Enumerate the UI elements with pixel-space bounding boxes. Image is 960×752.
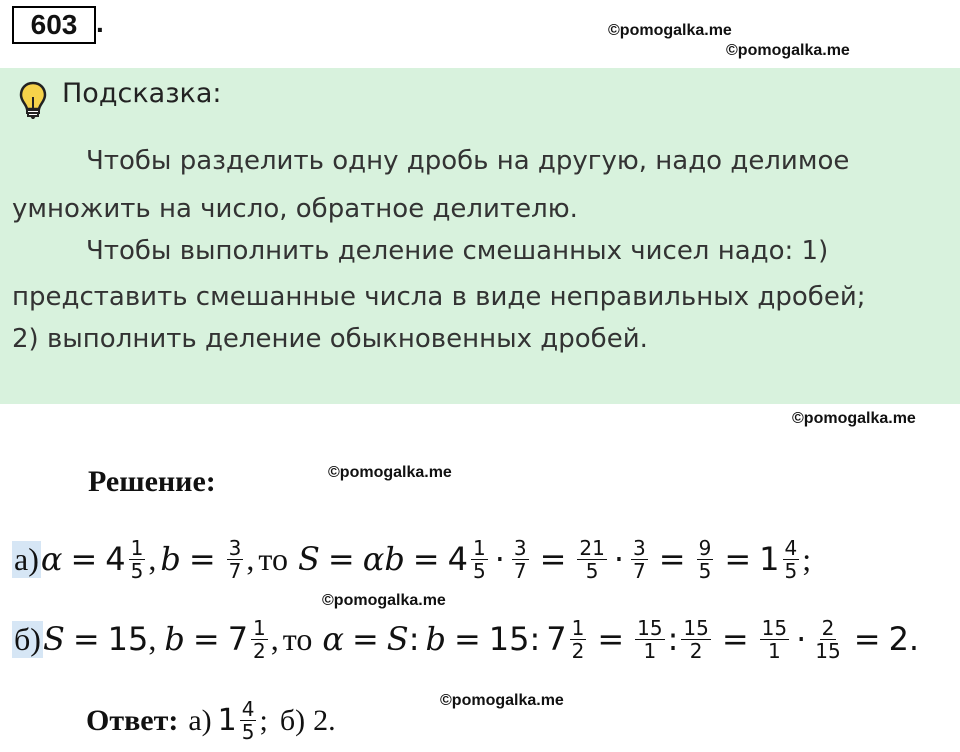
math-op: = <box>72 620 100 658</box>
fraction-denominator: 7 <box>228 558 242 583</box>
math-op: ; <box>802 540 812 577</box>
solution-line-a <box>12 526 811 592</box>
math-op: ; <box>259 703 268 737</box>
watermark: ©pomogalka.me <box>440 692 564 709</box>
fraction <box>240 698 257 743</box>
math-op: = <box>70 540 98 578</box>
math-result: 2. <box>888 620 920 658</box>
fraction-numerator: 3 <box>633 535 646 560</box>
math-word: то <box>282 620 313 657</box>
fraction-denominator: 1 <box>768 638 781 663</box>
fraction-denominator: 5 <box>784 558 798 583</box>
fraction <box>471 537 488 582</box>
math-op: = <box>327 540 355 578</box>
math-var: αb <box>362 540 405 578</box>
task-number: 603 <box>12 6 96 44</box>
fraction-numerator: 3 <box>513 535 527 560</box>
lightbulb-icon <box>18 80 48 125</box>
math-op: · <box>613 540 625 578</box>
math-op: = <box>412 540 440 578</box>
fraction-numerator: 2 <box>821 615 835 640</box>
fraction-numerator: 15 <box>683 615 709 640</box>
hint-title: Подсказка: <box>62 78 222 109</box>
answer-label: Ответ: <box>86 703 179 737</box>
math-op: = <box>188 540 216 578</box>
fraction <box>251 617 268 662</box>
math-op: , <box>148 540 157 577</box>
math-var: S <box>297 540 320 578</box>
fraction <box>813 617 842 662</box>
math-number: 7 <box>546 620 567 658</box>
math-var: b <box>164 620 185 658</box>
fraction-denominator: 15 <box>815 638 841 663</box>
math-op: · <box>796 620 807 658</box>
math-var: b <box>160 540 181 578</box>
math-op: : <box>408 620 420 658</box>
math-op: , <box>270 620 279 657</box>
math-op: = <box>453 620 481 658</box>
math-var: S <box>42 620 65 658</box>
math-op: · <box>494 540 505 578</box>
math-var: α <box>40 540 63 578</box>
hint-line: Чтобы выполнить деление смешанных чисел надо: 1) <box>86 236 829 266</box>
fraction <box>783 537 800 582</box>
math-op: = <box>539 540 567 578</box>
fraction-denominator: 2 <box>689 638 703 663</box>
math-word: то <box>258 540 288 577</box>
fraction-denominator: 2 <box>253 638 266 663</box>
fraction <box>577 537 606 582</box>
math-var: S <box>386 620 409 658</box>
solution-label: Решение: <box>88 465 216 498</box>
fraction-numerator: 1 <box>571 615 585 640</box>
fraction <box>129 537 146 582</box>
fraction-denominator: 7 <box>513 558 527 583</box>
watermark: ©pomogalka.me <box>792 410 916 427</box>
math-op: = <box>597 620 625 658</box>
fraction-denominator: 1 <box>643 638 657 663</box>
fraction-denominator: 5 <box>698 558 712 583</box>
fraction-numerator: 3 <box>228 535 242 560</box>
math-op: , <box>246 540 255 577</box>
hint-line: 2) выполнить деление обыкновенных дробей. <box>12 324 648 354</box>
math-number: 7 <box>227 620 249 658</box>
fraction-numerator: 1 <box>130 535 144 560</box>
answer-line <box>86 698 336 743</box>
hint-line: умножить на число, обратное делителю. <box>12 194 578 224</box>
fraction-numerator: 4 <box>241 697 255 721</box>
solution-line-b <box>12 606 919 672</box>
answer-value: 2. <box>313 703 336 737</box>
task-number-dot: . <box>96 7 104 38</box>
fraction-denominator: 5 <box>241 720 255 744</box>
answer-item-label: б) <box>279 703 306 737</box>
math-number: 4 <box>447 540 468 578</box>
fraction <box>635 617 664 662</box>
watermark: ©pomogalka.me <box>608 22 732 39</box>
math-op: , <box>148 620 157 657</box>
fraction <box>697 537 714 582</box>
math-var: b <box>425 620 446 658</box>
fraction <box>631 537 648 582</box>
math-number: 15 <box>107 620 149 658</box>
fraction-numerator: 4 <box>784 535 798 560</box>
math-op: = <box>658 540 686 578</box>
math-number: 1 <box>759 540 780 578</box>
fraction-denominator: 7 <box>633 558 646 583</box>
fraction <box>681 617 710 662</box>
fraction-numerator: 15 <box>637 615 663 640</box>
math-number: 1 <box>217 703 237 738</box>
math-op: = <box>853 620 881 658</box>
fraction-numerator: 1 <box>472 535 486 560</box>
watermark: ©pomogalka.me <box>322 592 446 609</box>
item-label-a: а) <box>14 540 39 577</box>
fraction-denominator: 5 <box>472 558 486 583</box>
math-number: 15 <box>488 620 530 658</box>
fraction-denominator: 2 <box>571 638 585 663</box>
math-op: : <box>529 620 541 658</box>
hint-line: представить смешанные числа в виде неправильных дробей; <box>12 282 866 312</box>
math-op: = <box>192 620 220 658</box>
fraction-denominator: 5 <box>585 558 599 583</box>
math-op: = <box>724 540 752 578</box>
fraction <box>570 617 587 662</box>
watermark: ©pomogalka.me <box>726 42 850 59</box>
math-op: = <box>721 620 749 658</box>
math-op: = <box>351 620 379 658</box>
math-number: 4 <box>105 540 126 578</box>
math-var: α <box>322 620 344 658</box>
fraction <box>512 537 529 582</box>
fraction-numerator: 9 <box>698 535 712 560</box>
fraction <box>227 537 244 582</box>
fraction-numerator: 1 <box>253 615 266 640</box>
item-label-b: б) <box>14 620 41 657</box>
math-op: : <box>667 620 679 658</box>
answer-item-label: а) <box>188 703 212 737</box>
fraction <box>760 617 789 662</box>
fraction-denominator: 5 <box>130 558 144 583</box>
watermark: ©pomogalka.me <box>328 464 452 481</box>
hint-line: Чтобы разделить одну дробь на другую, надо делимое <box>86 146 850 176</box>
fraction-numerator: 21 <box>579 535 605 560</box>
fraction-numerator: 15 <box>761 615 788 640</box>
